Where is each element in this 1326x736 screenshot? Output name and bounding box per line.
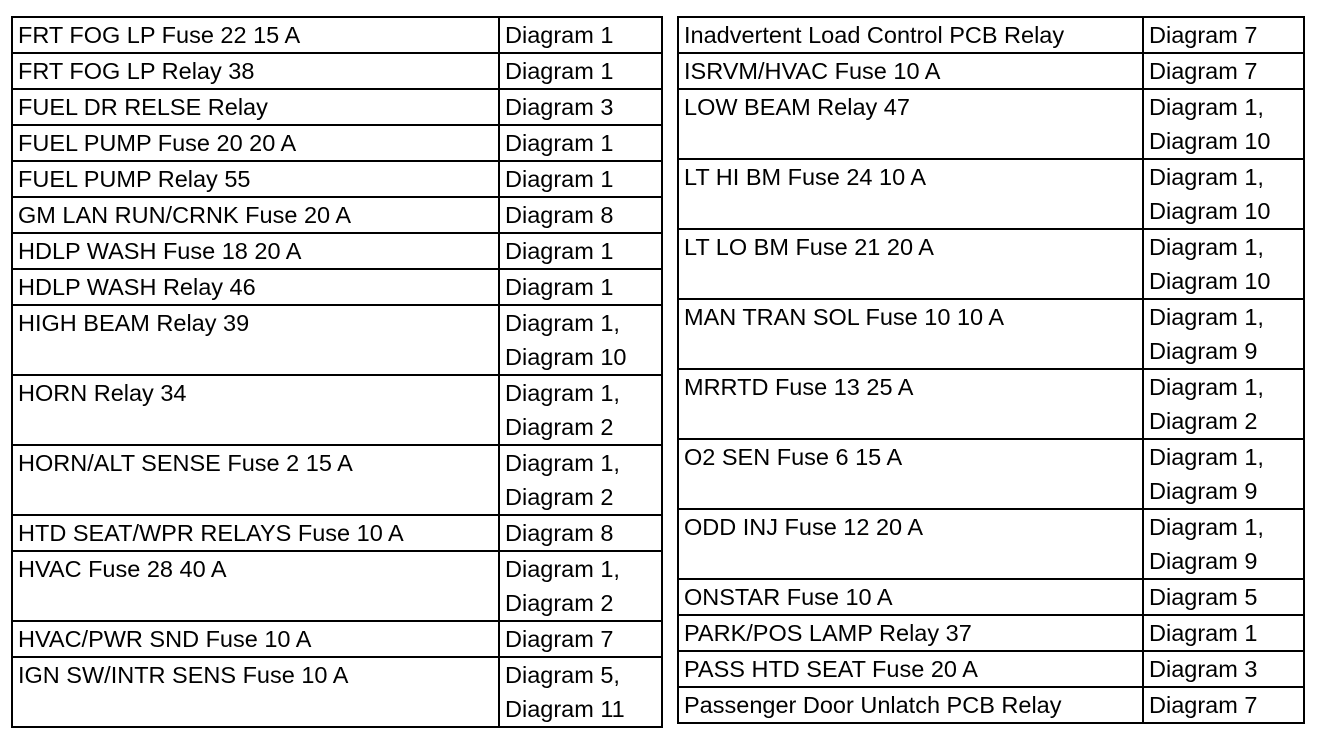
table-row <box>12 89 662 125</box>
right-index-table <box>677 16 1305 724</box>
table-row <box>12 125 662 161</box>
diagram-reference-cell: Diagram 7 <box>1143 53 1304 89</box>
table-row <box>12 515 662 551</box>
diagram-reference-cell: Diagram 1 <box>1143 615 1304 651</box>
component-cell: Inadvertent Load Control PCB Relay <box>678 17 1143 53</box>
component-cell: O2 SEN Fuse 6 15 A <box>678 439 1143 509</box>
diagram-reference-cell: Diagram 1 <box>499 125 662 161</box>
component-cell: ISRVM/HVAC Fuse 10 A <box>678 53 1143 89</box>
table-row <box>12 551 662 621</box>
component-cell: PASS HTD SEAT Fuse 20 A <box>678 651 1143 687</box>
diagram-reference-cell: Diagram 1, Diagram 9 <box>1143 439 1304 509</box>
table-row <box>12 445 662 515</box>
diagram-reference-cell: Diagram 3 <box>499 89 662 125</box>
diagram-reference-cell: Diagram 1, Diagram 10 <box>1143 159 1304 229</box>
diagram-reference-cell: Diagram 1, Diagram 9 <box>1143 509 1304 579</box>
diagram-reference-cell: Diagram 1 <box>499 269 662 305</box>
component-cell: LT HI BM Fuse 24 10 A <box>678 159 1143 229</box>
table-row <box>678 651 1304 687</box>
diagram-reference-cell: Diagram 3 <box>1143 651 1304 687</box>
table-row <box>678 159 1304 229</box>
table-row <box>12 197 662 233</box>
component-cell: FUEL DR RELSE Relay <box>12 89 499 125</box>
table-row <box>678 17 1304 53</box>
table-row <box>12 657 662 727</box>
component-cell: HVAC Fuse 28 40 A <box>12 551 499 621</box>
diagram-reference-cell: Diagram 1 <box>499 233 662 269</box>
component-cell: HORN/ALT SENSE Fuse 2 15 A <box>12 445 499 515</box>
table-row <box>678 89 1304 159</box>
table-row <box>678 579 1304 615</box>
component-cell: FRT FOG LP Relay 38 <box>12 53 499 89</box>
table-row <box>678 229 1304 299</box>
table-row <box>12 53 662 89</box>
diagram-reference-cell: Diagram 1, Diagram 2 <box>499 445 662 515</box>
component-cell: FUEL PUMP Fuse 20 20 A <box>12 125 499 161</box>
left-index-table <box>11 16 663 728</box>
diagram-reference-cell: Diagram 1 <box>499 161 662 197</box>
diagram-reference-cell: Diagram 8 <box>499 197 662 233</box>
component-cell: HVAC/PWR SND Fuse 10 A <box>12 621 499 657</box>
table-row <box>678 439 1304 509</box>
diagram-reference-cell: Diagram 1, Diagram 10 <box>1143 229 1304 299</box>
left-index-table-body <box>12 17 662 727</box>
table-row <box>678 299 1304 369</box>
component-cell: FUEL PUMP Relay 55 <box>12 161 499 197</box>
table-row <box>678 615 1304 651</box>
table-row <box>12 621 662 657</box>
diagram-reference-cell: Diagram 7 <box>1143 687 1304 723</box>
table-row <box>12 17 662 53</box>
component-cell: FRT FOG LP Fuse 22 15 A <box>12 17 499 53</box>
component-cell: GM LAN RUN/CRNK Fuse 20 A <box>12 197 499 233</box>
diagram-reference-cell: Diagram 5 <box>1143 579 1304 615</box>
table-row <box>678 369 1304 439</box>
table-row <box>678 53 1304 89</box>
diagram-reference-cell: Diagram 1 <box>499 53 662 89</box>
table-row <box>12 269 662 305</box>
diagram-reference-cell: Diagram 5, Diagram 11 <box>499 657 662 727</box>
table-row <box>12 375 662 445</box>
component-cell: LT LO BM Fuse 21 20 A <box>678 229 1143 299</box>
table-row <box>678 687 1304 723</box>
component-cell: MAN TRAN SOL Fuse 10 10 A <box>678 299 1143 369</box>
diagram-reference-cell: Diagram 1 <box>499 17 662 53</box>
diagram-reference-cell: Diagram 1, Diagram 2 <box>1143 369 1304 439</box>
component-cell: HDLP WASH Fuse 18 20 A <box>12 233 499 269</box>
diagram-reference-cell: Diagram 1, Diagram 10 <box>1143 89 1304 159</box>
component-cell: HORN Relay 34 <box>12 375 499 445</box>
component-cell: HTD SEAT/WPR RELAYS Fuse 10 A <box>12 515 499 551</box>
diagram-reference-cell: Diagram 1, Diagram 10 <box>499 305 662 375</box>
right-index-table-body <box>678 17 1304 723</box>
diagram-reference-cell: Diagram 8 <box>499 515 662 551</box>
diagram-reference-cell: Diagram 7 <box>499 621 662 657</box>
component-cell: PARK/POS LAMP Relay 37 <box>678 615 1143 651</box>
component-cell: HDLP WASH Relay 46 <box>12 269 499 305</box>
component-cell: MRRTD Fuse 13 25 A <box>678 369 1143 439</box>
table-row <box>12 161 662 197</box>
component-cell: ONSTAR Fuse 10 A <box>678 579 1143 615</box>
table-row <box>12 233 662 269</box>
diagram-reference-cell: Diagram 1, Diagram 9 <box>1143 299 1304 369</box>
component-cell: LOW BEAM Relay 47 <box>678 89 1143 159</box>
diagram-reference-cell: Diagram 1, Diagram 2 <box>499 375 662 445</box>
diagram-reference-cell: Diagram 1, Diagram 2 <box>499 551 662 621</box>
table-row <box>12 305 662 375</box>
component-cell: Passenger Door Unlatch PCB Relay <box>678 687 1143 723</box>
component-cell: HIGH BEAM Relay 39 <box>12 305 499 375</box>
table-row <box>678 509 1304 579</box>
component-cell: ODD INJ Fuse 12 20 A <box>678 509 1143 579</box>
component-cell: IGN SW/INTR SENS Fuse 10 A <box>12 657 499 727</box>
diagram-reference-cell: Diagram 7 <box>1143 17 1304 53</box>
